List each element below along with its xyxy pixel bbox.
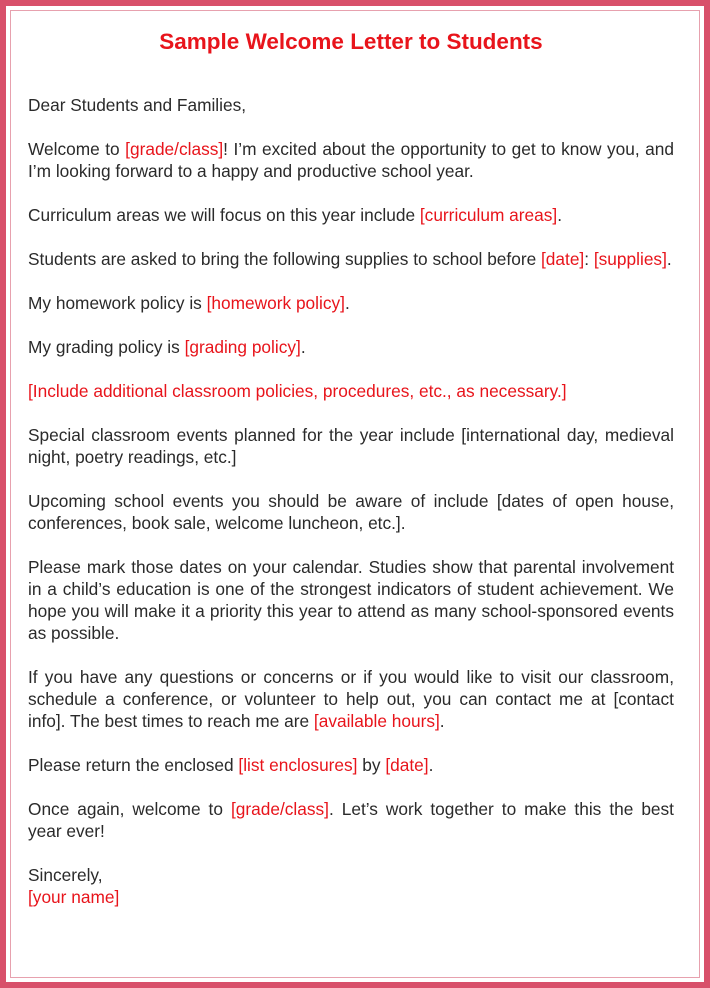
text: Curriculum areas we will focus on this year include	[28, 205, 420, 225]
paragraph-homework-policy	[28, 292, 674, 314]
letter-body	[28, 28, 674, 908]
paragraph-curriculum	[28, 204, 674, 226]
letter-title: Sample Welcome Letter to Students	[159, 29, 543, 54]
signoff: Sincerely,	[28, 865, 103, 885]
placeholder-list-enclosures: [list enclosures]	[238, 755, 358, 775]
placeholder-supplies: [supplies]	[593, 249, 667, 269]
text: Once again, welcome to	[28, 799, 231, 819]
text: My homework policy is	[28, 293, 207, 313]
placeholder-date: [date]	[541, 249, 585, 269]
paragraph-school-events: Upcoming school events you should be aware of include [dates of open house, conferences, book sale, welcome luncheon, etc.].	[28, 491, 674, 533]
text: .	[344, 293, 350, 313]
paragraph-additional-policies	[28, 380, 674, 402]
text: .	[557, 205, 563, 225]
paragraph-grading-policy	[28, 336, 674, 358]
placeholder-grade-class: [grade/class]	[230, 799, 329, 819]
text: Please return the enclosed	[28, 755, 239, 775]
text: My grading policy is	[28, 337, 185, 357]
text: If you have any questions or concerns or if you would like to visit our classroom, schedule a conference, or volunteer to help out, you can contact me at [contact info]. The best times to reach me are	[28, 667, 674, 731]
text: .	[300, 337, 306, 357]
paragraph-welcome	[28, 138, 674, 182]
paragraph-classroom-events: Special classroom events planned for the year include [international day, medieval night, poetry readings, etc.]	[28, 425, 674, 467]
placeholder-available-hours: [available hours]	[313, 711, 440, 731]
text: :	[584, 249, 594, 269]
text: ! I’m excited about the opportunity to get to know you, and I’m looking forward to a happy and productive school year.	[28, 139, 674, 181]
text: .	[666, 249, 672, 269]
text: .	[439, 711, 445, 731]
placeholder-your-name: [your name]	[28, 887, 120, 907]
text: Students are asked to bring the following supplies to school before	[28, 249, 541, 269]
paragraph-welcome-again	[28, 798, 674, 842]
paragraph-calendar: Please mark those dates on your calendar. Studies show that parental involvement in a child’s education is one of the strongest indicators of student achievement. We hope you will make it a priority this year to attend as many school-sponsored events as possible.	[28, 557, 674, 643]
text: by	[357, 755, 386, 775]
placeholder-additional-policies: [Include additional classroom policies, procedures, etc., as necessary.]	[28, 381, 567, 401]
placeholder-grade-class: [grade/class]	[125, 139, 224, 159]
placeholder-grading-policy: [grading policy]	[184, 337, 301, 357]
paragraph-supplies	[28, 248, 674, 270]
paragraph-contact	[28, 666, 674, 732]
salutation: Dear Students and Families,	[28, 95, 247, 115]
text: Welcome to	[28, 139, 126, 159]
paragraph-enclosures	[28, 754, 674, 776]
placeholder-homework-policy: [homework policy]	[206, 293, 345, 313]
placeholder-curriculum-areas: [curriculum areas]	[419, 205, 558, 225]
text: . Let’s work together to make this the best year ever!	[28, 799, 674, 841]
text: .	[428, 755, 434, 775]
page-inner-border	[10, 10, 700, 978]
placeholder-date: [date]	[385, 755, 429, 775]
